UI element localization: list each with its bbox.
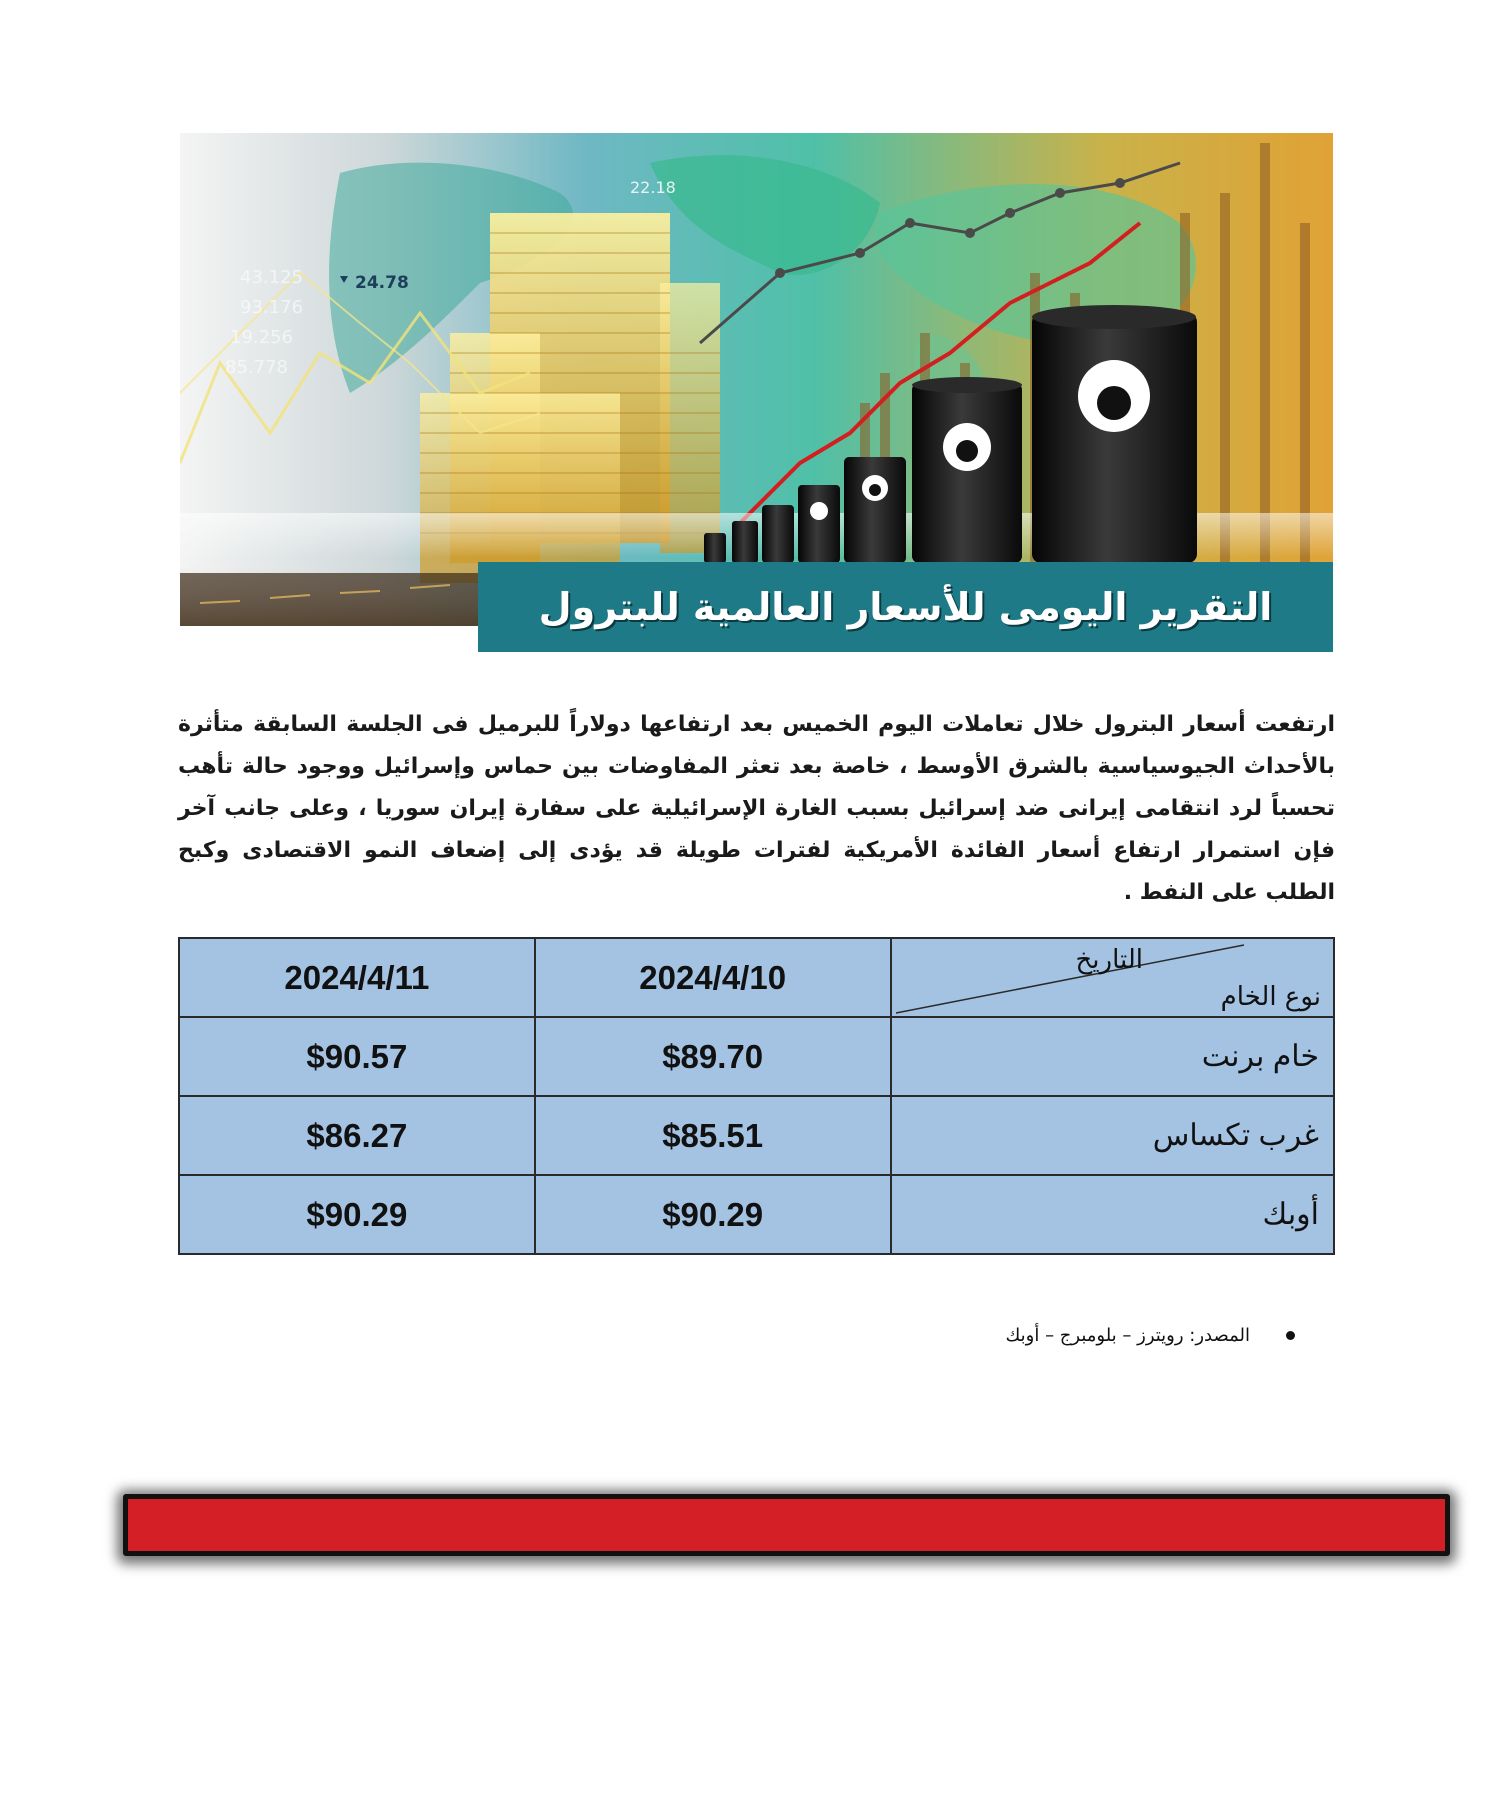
- ticker-2: 24.78: [355, 273, 409, 293]
- footer-red-bar: [123, 1494, 1450, 1556]
- diagonal-divider: [892, 939, 1249, 1017]
- header-date-2: 2024/4/11: [179, 938, 535, 1017]
- bullet-icon: [1286, 1331, 1295, 1340]
- ticker-5: 19.256: [230, 327, 293, 348]
- header-diagonal-cell: [891, 938, 1334, 1017]
- price-value: $85.51: [535, 1096, 891, 1175]
- price-value: $90.29: [179, 1175, 535, 1254]
- header-date-label: التاريخ: [1075, 945, 1143, 975]
- price-value: $90.29: [535, 1175, 891, 1254]
- table-header-row: [179, 938, 1334, 1017]
- source-note: [920, 1325, 1295, 1346]
- source-text: المصدر: رويترز – بلومبرج – أوبك: [1005, 1325, 1250, 1346]
- report-title: التقرير اليومى للأسعار العالمية للبترول: [538, 585, 1273, 629]
- ticker-4: 93.176: [240, 297, 303, 318]
- ticker-3: 43.125: [240, 267, 303, 288]
- header-date-1: 2024/4/10: [535, 938, 891, 1017]
- price-value: $86.27: [179, 1096, 535, 1175]
- ticker-6: 85.778: [225, 357, 288, 378]
- price-table: [178, 937, 1335, 1255]
- report-title-box: [478, 562, 1333, 652]
- banner-image: [180, 133, 1333, 626]
- table-row: [179, 1096, 1334, 1175]
- oil-market-illustration: [180, 133, 1333, 626]
- crude-name: غرب تكساس: [891, 1096, 1334, 1175]
- article-paragraph: ارتفعت أسعار البترول خلال تعاملات اليوم الخميس بعد ارتفاعها دولاراً للبرميل فى الجلسة السابقة متأثرة بالأحداث الجيوسياسية بالشرق الأوسط ، خاصة بعد تعثر المفاوضات بين حماس وإسرائيل ووجود حالة تأهب تحسباً لرد انتقامى إيرانى ضد إسرائيل بسبب الغارة الإسرائيلية على سفارة إيران سوريا ، وعلى جانب آخر فإن استمرار ارتفاع أسعار الفائدة الأمريكية لفترات طويلة قد يؤدى إلى إضعاف النمو الاقتصادى وكبح الطلب على النفط .: [178, 712, 1335, 905]
- table-row: [179, 1175, 1334, 1254]
- price-value: $89.70: [535, 1017, 891, 1096]
- price-value: $90.57: [179, 1017, 535, 1096]
- crude-name: أوبك: [891, 1175, 1334, 1254]
- table-row: [179, 1017, 1334, 1096]
- crude-name: خام برنت: [891, 1017, 1334, 1096]
- header-crude-label: نوع الخام: [1220, 982, 1321, 1012]
- ticker-1: 22.18: [630, 178, 676, 197]
